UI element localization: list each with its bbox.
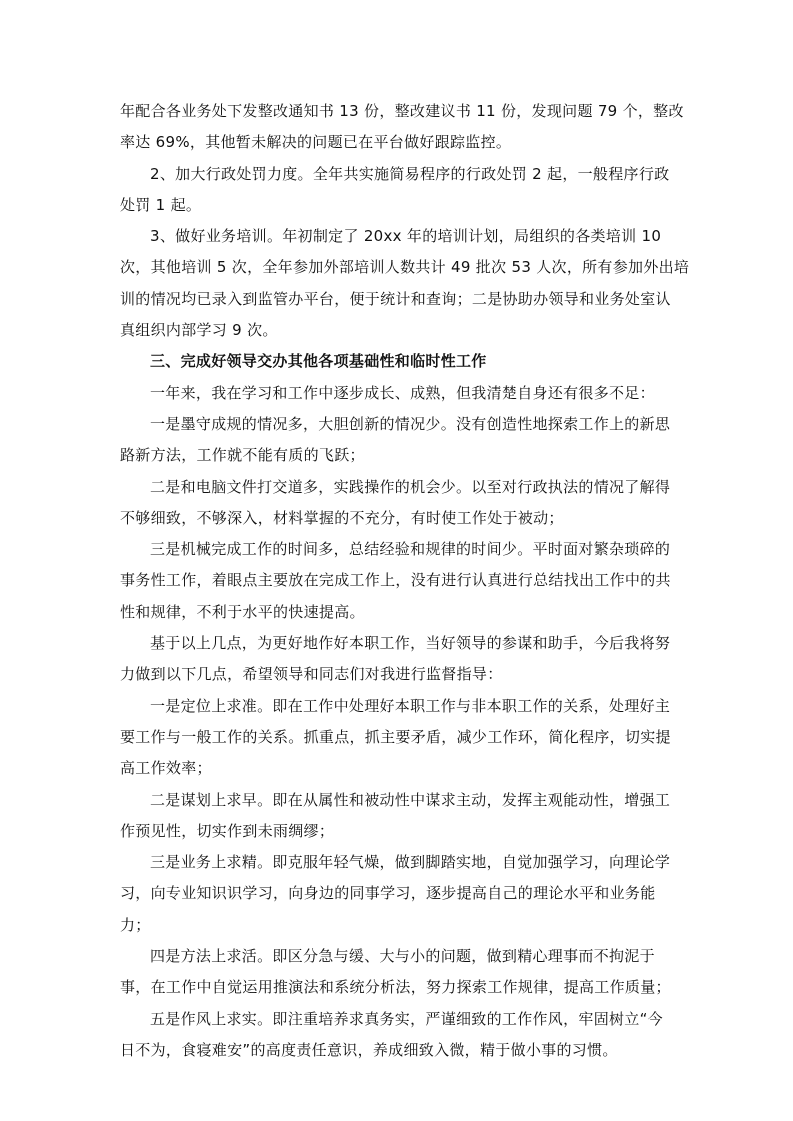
text-line: 高工作效率； <box>120 759 212 778</box>
text-line: 年配合各业务处下发整改通知书 13 份，整改建议书 11 份，发现问题 79 个，整改 <box>120 102 684 120</box>
text-line: 三是业务上求精。即克服年轻气燥，做到脚踏实地，自觉加强学习，向理论学 <box>150 853 671 872</box>
text-line: 基于以上几点，为更好地作好本职工作，当好领导的参谋和助手，今后我将努 <box>150 634 671 653</box>
text-line: 作预见性，切实作到未雨绸缪； <box>120 821 335 840</box>
text-line: 五是作风上求实。即注重培养求真务实，严谨细致的工作作风，牢固树立“今 <box>150 1009 663 1028</box>
text-line: 性和规律，不利于水平的快速提高。 <box>120 602 365 621</box>
text-line: 要工作与一般工作的关系。抓重点，抓主要矛盾，减少工作环，简化程序，切实提 <box>120 727 671 746</box>
text-line: 习，向专业知识识学习，向身边的同事学习，逐步提高自己的理论水平和业务能 <box>120 884 656 903</box>
document-body <box>120 96 690 1066</box>
text-line: 事，在工作中自觉运用推演法和系统分析法，努力探索工作规律，提高工作质量； <box>120 978 671 997</box>
text-line: 力做到以下几点，希望领导和同志们对我进行监督指导： <box>120 665 503 684</box>
text-line: 四是方法上求活。即区分急与缓、大与小的问题，做到精心理事而不拘泥于 <box>150 947 655 966</box>
text-line: 二是谋划上求早。即在从属性和被动性中谋求主动，发挥主观能动性，增强工 <box>150 790 671 809</box>
text-line: 二是和电脑文件打交道多，实践操作的机会少。以至对行政执法的情况了解得 <box>150 477 671 496</box>
section-heading: 三、完成好领导交办其他各项基础性和临时性工作 <box>150 352 487 371</box>
text-line: 力； <box>120 915 151 934</box>
text-line: 一是定位上求准。即在工作中处理好本职工作与非本职工作的关系，处理好主 <box>150 696 671 715</box>
text-line: 事务性工作，着眼点主要放在完成工作上，没有进行认真进行总结找出工作中的共 <box>120 571 671 590</box>
text-line: 处罚 1 起。 <box>120 195 202 214</box>
text-line: 2、加大行政处罚力度。全年共实施简易程序的行政处罚 2 起，一般程序行政 <box>150 164 670 183</box>
text-line: 路新方法，工作就不能有质的飞跃； <box>120 446 365 465</box>
text-line: 日不为，食寝难安”的高度责任意识，养成细致入微，精于做小事的习惯。 <box>120 1040 618 1059</box>
text-line: 率达 69%，其他暂未解决的问题已在平台做好跟踪监控。 <box>120 133 512 152</box>
text-line: 三是机械完成工作的时间多，总结经验和规律的时间少。平时面对繁杂琐碎的 <box>150 540 671 559</box>
text-line: 真组织内部学习 9 次。 <box>120 321 278 340</box>
text-line: 训的情况均已录入到监管办平台，便于统计和查询；二是协助办领导和业务处室认 <box>120 289 671 308</box>
text-line: 次，其他培训 5 次，全年参加外部培训人数共计 49 批次 53 人次，所有参加外出培 <box>120 258 690 277</box>
text-line: 不够细致，不够深入，材料掌握的不充分，有时使工作处于被动； <box>120 508 564 527</box>
text-line: 3、做好业务培训。年初制定了 20xx 年的培训计划，局组织的各类培训 10 <box>150 227 662 246</box>
text-line: 一是墨守成规的情况多，大胆创新的情况少。没有创造性地探索工作上的新思 <box>150 414 671 433</box>
text-line: 一年来，我在学习和工作中逐步成长、成熟，但我清楚自身还有很多不足： <box>150 383 655 402</box>
